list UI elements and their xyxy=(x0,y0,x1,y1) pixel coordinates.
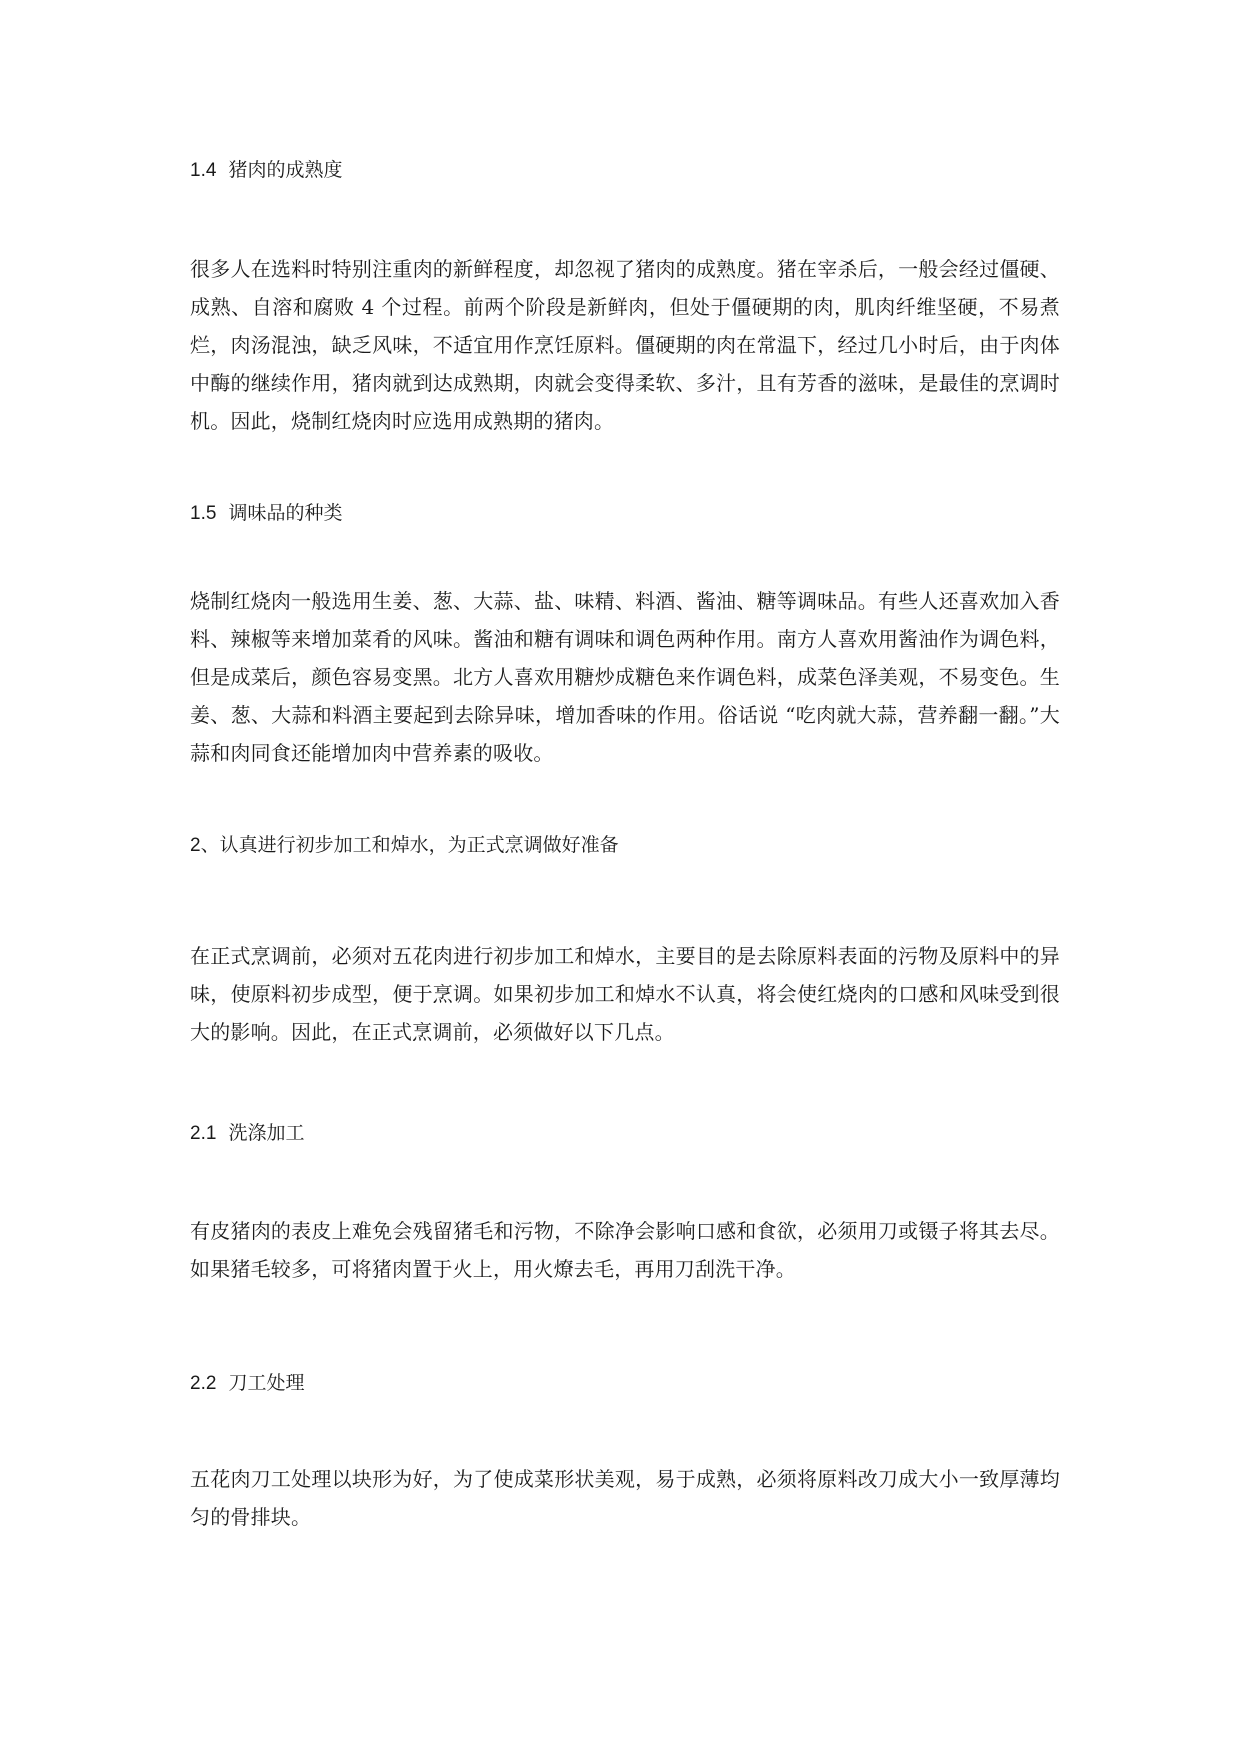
section-heading xyxy=(190,157,1060,184)
heading-title: 猪肉的成熟度 xyxy=(228,159,343,181)
section-heading xyxy=(190,500,1060,527)
section-paragraph: 烧制红烧肉一般选用生姜、葱、大蒜、盐、味精、料酒、酱油、糖等调味品。有些人还喜欢加入香料、辣椒等来增加菜肴的风味。酱油和糖有调味和调色两种作用。南方人喜欢用酱油作为调色料，但是成菜后，颜色容易变黑。北方人喜欢用糖炒成糖色来作调色料，成菜色泽美观，不易变色。生姜、葱、大蒜和料酒主要起到去除异味，增加香味的作用。俗话说 “吃肉就大蒜，营养翻一翻。”大蒜和肉同食还能增加肉中营养素的吸收。 xyxy=(190,589,1060,765)
heading-number: 1.4 xyxy=(190,160,217,181)
heading-title: 洗涤加工 xyxy=(228,1122,305,1144)
heading-title: 刀工处理 xyxy=(228,1372,305,1394)
heading-number: 2.2 xyxy=(190,1373,217,1394)
heading-number: 2.1 xyxy=(190,1123,217,1144)
heading-number: 1.5 xyxy=(190,503,217,524)
section-heading xyxy=(190,832,1060,859)
section-paragraph: 有皮猪肉的表皮上难免会残留猪毛和污物，不除净会影响口感和食欲，必须用刀或镊子将其去尽。如果猪毛较多，可将猪肉置于火上，用火燎去毛，再用刀刮洗干净。 xyxy=(190,1219,1060,1281)
section-paragraph: 在正式烹调前，必须对五花肉进行初步加工和焯水，主要目的是去除原料表面的污物及原料中的异味，使原料初步成型，便于烹调。如果初步加工和焯水不认真，将会使红烧肉的口感和风味受到很大的影响。因此，在正式烹调前，必须做好以下几点。 xyxy=(190,944,1060,1044)
heading-title: 调味品的种类 xyxy=(228,502,343,524)
section-paragraph: 五花肉刀工处理以块形为好，为了使成菜形状美观，易于成熟，必须将原料改刀成大小一致厚薄均匀的骨排块。 xyxy=(190,1467,1060,1529)
heading-number: 2、 xyxy=(190,835,220,856)
section-heading xyxy=(190,1120,1060,1147)
heading-title: 认真进行初步加工和焯水，为正式烹调做好准备 xyxy=(219,834,619,856)
section-heading xyxy=(190,1370,1060,1397)
section-paragraph: 很多人在选料时特别注重肉的新鲜程度，却忽视了猪肉的成熟度。猪在宰杀后，一般会经过僵硬、成熟、自溶和腐败 4 个过程。前两个阶段是新鲜肉，但处于僵硬期的肉，肌肉纤维坚硬，不易煮烂，肉汤混浊，缺乏风味，不适宜用作烹饪原料。僵硬期的肉在常温下，经过几小时后，由于肉体中酶的继续作用，猪肉就到达成熟期，肉就会变得柔软、多汁，且有芳香的滋味，是最佳的烹调时机。因此，烧制红烧肉时应选用成熟期的猪肉。 xyxy=(190,257,1060,433)
